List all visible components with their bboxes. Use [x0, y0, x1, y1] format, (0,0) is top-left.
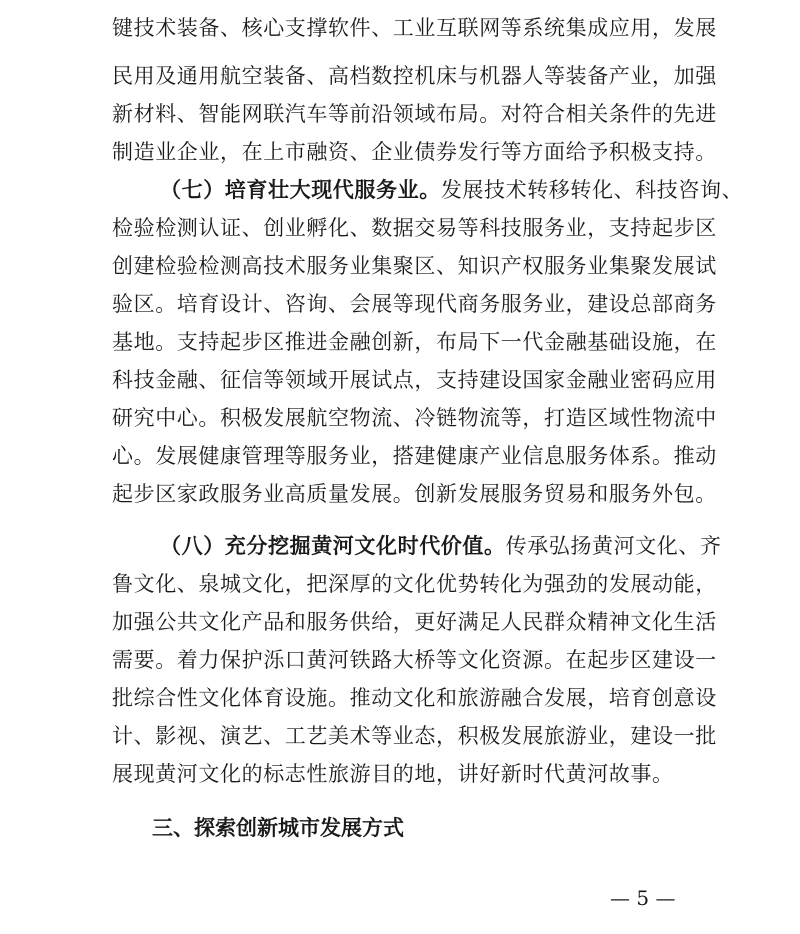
body-text-line: 创建检验检测高技术服务业集聚区、知识产权服务业集聚发展试	[112, 254, 717, 278]
body-text-line: 鲁文化、泉城文化，把深厚的文化优势转化为强劲的发展动能，	[112, 572, 717, 596]
section-heading: 三、探索创新城市发展方式	[152, 816, 404, 840]
paragraph-8-title: （八）充分挖掘黄河文化时代价值。	[160, 533, 506, 558]
paragraph-7-title: （七）培育壮大现代服务业。	[160, 177, 441, 202]
paragraph-7-text: 发展技术转移转化、科技咨询、	[440, 178, 744, 202]
body-text-line: 民用及通用航空装备、高档数控机床与机器人等装备产业，加强	[112, 64, 717, 88]
body-text-line: 起步区家政服务业高质量发展。创新发展服务贸易和服务外包。	[112, 482, 717, 506]
body-text-line: 验区。培育设计、咨询、会展等现代商务服务业，建设总部商务	[112, 292, 717, 316]
body-text-line: 批综合性文化体育设施。推动文化和旅游融合发展，培育创意设	[112, 686, 717, 710]
body-text-line: 检验检测认证、创业孵化、数据交易等科技服务业，支持起步区	[112, 216, 717, 240]
page-number: — 5 —	[610, 886, 676, 910]
body-text-line: 新材料、智能网联汽车等前沿领域布局。对符合相关条件的先进	[112, 102, 717, 126]
body-text-line: 研究中心。积极发展航空物流、冷链物流等，打造区域性物流中	[112, 406, 717, 430]
paragraph-7-first-line	[160, 176, 743, 204]
body-text-line: 基地。支持起步区推进金融创新，布局下一代金融基础设施，在	[112, 330, 717, 354]
body-text-line: 展现黄河文化的标志性旅游目的地，讲好新时代黄河故事。	[112, 762, 674, 786]
body-text-line: 加强公共文化产品和服务供给，更好满足人民群众精神文化生活	[112, 610, 717, 634]
body-text-line: 需要。着力保护泺口黄河铁路大桥等文化资源。在起步区建设一	[112, 648, 717, 672]
body-text-line: 计、影视、演艺、工艺美术等业态，积极发展旅游业，建设一批	[112, 724, 717, 748]
body-text-line: 心。发展健康管理等服务业，搭建健康产业信息服务体系。推动	[112, 444, 717, 468]
paragraph-8-text: 传承弘扬黄河文化、齐	[505, 534, 722, 558]
paragraph-8-first-line	[160, 532, 722, 560]
body-text-line: 键技术装备、核心支撑软件、工业互联网等系统集成应用，发展	[112, 16, 717, 40]
body-text-line: 科技金融、征信等领域开展试点，支持建设国家金融业密码应用	[112, 368, 717, 392]
body-text-line: 制造业企业，在上市融资、企业债券发行等方面给予积极支持。	[112, 140, 717, 164]
